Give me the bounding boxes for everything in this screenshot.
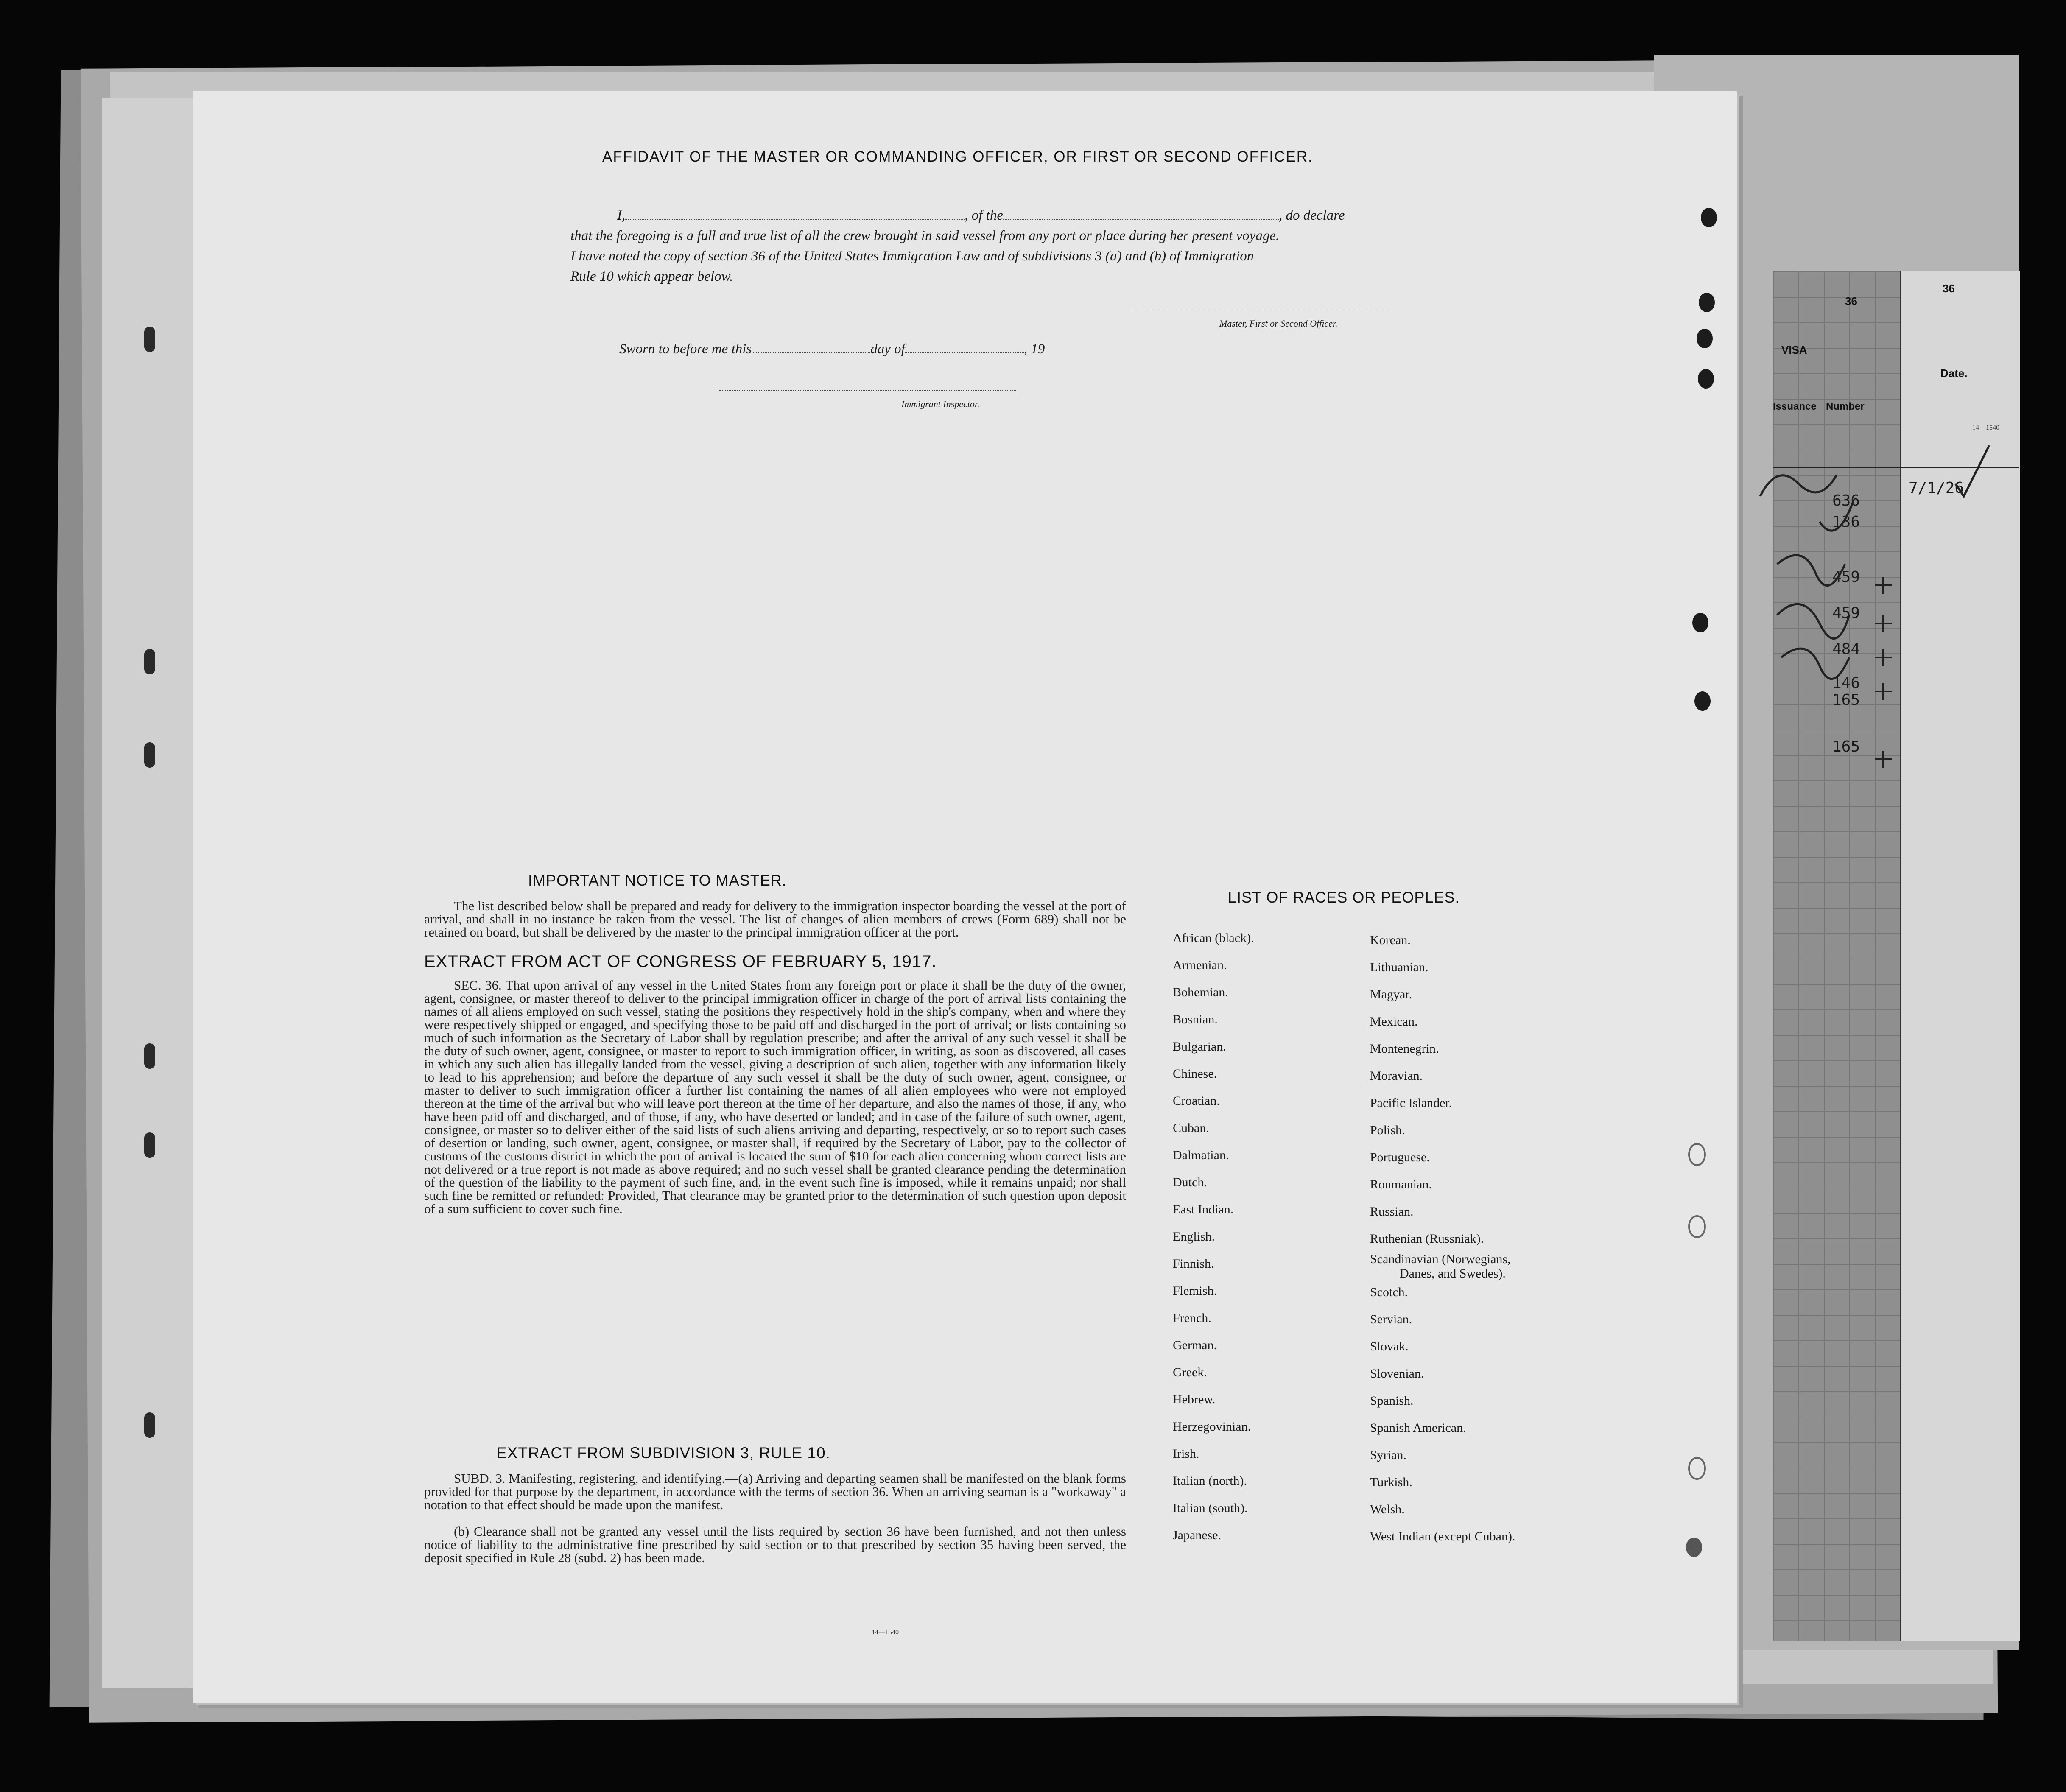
- declaration-declare: , do declare: [1278, 208, 1345, 223]
- race-item: Croatian.: [1173, 1094, 1220, 1108]
- declaration-i: I,: [617, 208, 626, 223]
- act-extract-text: SEC. 36. That upon arrival of any vessel in the United States from any foreign port or place it shall be the duty of the owner, agent, consignee, or master thereof to deliver to the principal immigration officer in charge of the port of arrival lists containing the names of all aliens employed on such vessel, stating the positions they respectively hold in the ship's company, when and where they were respectively shipped or engaged, and specifying those to be paid off and discharged in the port of arrival; or lists containing so much of such information as the Secretary of Labor shall by regulation prescribe; and after the arrival of any such vessel it shall be the duty of such owner, agent, consignee, or master to report to such immigration officer, in writing, as soon as discovered, all cases in which any such alien has illegally landed from the vessel, giving a description of such alien, together with any information likely to lead to his apprehension; and before the departure of any such vessel it shall be the duty of such owner, agent, consignee, or master to deliver to such immigration officer a further list containing the names of all alien employees who were not employed thereon at the time of the arrival but who will leave port thereon at the time of her departure, and also the names of those, if any, who have been paid off and discharged, and of those, if any, who have deserted or landed; and in case of the failure of such owner, agent, consignee, or master so to deliver either of the said lists of such aliens arriving and departing, respectively, or so to report such cases of desertion or landing, such owner, agent, consignee, or master shall, if required by the Secretary of Labor, pay to the collector of customs of the customs district in which the port of arrival is located the sum of $10 for each alien concerning whom correct lists are not delivered or a true report is not made as above required; and no such vessel shall be granted clearance pending the determination of the question of the liability to the payment of such fine, and, in the event such fine is imposed, while it remains unpaid; nor shall such fine be remitted or refunded: Provided, That clearance may be granted prior to the determination of such question upon deposit of a sum sufficient to cover such fine.: [424, 978, 1126, 1216]
- race-item: Scotch.: [1370, 1285, 1408, 1299]
- race-item: Moravian.: [1370, 1069, 1423, 1083]
- punch-hole: [1686, 1538, 1702, 1557]
- punch-hole: [1692, 613, 1708, 632]
- race-item: Irish.: [1173, 1447, 1199, 1461]
- affidavit-title: AFFIDAVIT OF THE MASTER OR COMMANDING OFFICER, OR FIRST OR SECOND OFFICER.: [602, 148, 1313, 165]
- punch-hole: [1701, 208, 1717, 227]
- race-item: Italian (south).: [1173, 1501, 1248, 1515]
- entry-number: 165: [1832, 691, 1860, 709]
- rule-extract-title: EXTRACT FROM SUBDIVISION 3, RULE 10.: [496, 1444, 830, 1462]
- punch-hole: [1699, 293, 1715, 312]
- punch-hole: [144, 1412, 155, 1438]
- race-item: Bohemian.: [1173, 985, 1228, 999]
- race-item: Hebrew.: [1173, 1392, 1216, 1406]
- race-item: Italian (north).: [1173, 1474, 1247, 1488]
- race-item: Montenegrin.: [1370, 1042, 1439, 1056]
- day-blank: [752, 343, 870, 353]
- race-item: Dalmatian.: [1173, 1148, 1229, 1162]
- inspector-label: Immigrant Inspector.: [901, 399, 980, 409]
- punch-hole: [144, 649, 155, 674]
- affidavit-line: that the foregoing is a full and true list of all the crew brought in said vessel from any port or place during her present voyage.: [570, 228, 1280, 243]
- race-item: Greek.: [1173, 1365, 1207, 1379]
- race-item: Japanese.: [1173, 1528, 1222, 1542]
- race-item: Mexican.: [1370, 1015, 1418, 1029]
- notice-text: The list described below shall be prepared and ready for delivery to the immigration inspector boarding the vessel at the port of arrival, and shall in no instance be taken from the vessel. The list of changes of alien members of crews (Form 689) shall not be retained on board, but shall be delivered by the master to the principal immigration officer at the port.: [424, 898, 1126, 939]
- entry-number: 136: [1832, 513, 1860, 531]
- left-binding-strip: [102, 98, 201, 1688]
- race-item: Servian.: [1370, 1312, 1412, 1326]
- entry-number: 459: [1832, 568, 1860, 586]
- date-header: Date.: [1940, 367, 1968, 380]
- month-blank: [905, 343, 1024, 353]
- race-item: Danes, and Swedes).: [1400, 1266, 1506, 1280]
- punch-hole: [144, 742, 155, 768]
- race-item: West Indian (except Cuban).: [1370, 1529, 1515, 1543]
- race-item: Flemish.: [1173, 1284, 1217, 1298]
- column-number: 36: [1943, 282, 1955, 295]
- entry-number: 165: [1832, 738, 1860, 755]
- race-item: Russian.: [1370, 1205, 1414, 1219]
- inspector-signature-line: [719, 390, 1016, 391]
- name-blank: [625, 210, 965, 220]
- punch-hole: [144, 1043, 155, 1069]
- punch-hole: [144, 327, 155, 352]
- race-item: English.: [1173, 1230, 1215, 1244]
- sworn-text: Sworn to before me this: [619, 341, 752, 357]
- punch-hole-outline: [1688, 1215, 1706, 1238]
- rule-extract-text-a: SUBD. 3. Manifesting, registering, and identifying.—(a) Arriving and departing seamen shall be manifested on the blank forms provided for that purpose by the department, in accordance with the terms of section 36. When an arriving seaman is a "workaway" a notation to that effect should be made upon the manifest.: [424, 1471, 1126, 1512]
- affidavit-line: Rule 10 which appear below.: [570, 269, 733, 284]
- day-of-text: day of: [870, 341, 905, 357]
- race-item: Slovenian.: [1370, 1367, 1424, 1381]
- race-item: German.: [1173, 1338, 1217, 1352]
- race-item: Dutch.: [1173, 1175, 1207, 1189]
- race-item: Finnish.: [1173, 1257, 1214, 1271]
- race-item: Syrian.: [1370, 1448, 1406, 1462]
- sworn-line: [619, 341, 1045, 357]
- entry-number: 484: [1832, 640, 1860, 658]
- column-number: 36: [1845, 295, 1857, 308]
- race-item: Korean.: [1370, 933, 1411, 947]
- master-signature-label: Master, First or Second Officer.: [1219, 318, 1338, 329]
- race-item: Herzegovinian.: [1173, 1420, 1251, 1434]
- race-item: Spanish.: [1370, 1394, 1414, 1408]
- race-item: Slovak.: [1370, 1339, 1409, 1353]
- punch-hole-outline: [1688, 1143, 1706, 1166]
- year-text: , 19: [1023, 341, 1045, 357]
- race-item: Bulgarian.: [1173, 1040, 1226, 1054]
- entry-date: 7/1/26: [1909, 479, 1964, 497]
- races-title: LIST OF RACES OR PEOPLES.: [1228, 889, 1460, 906]
- race-item: Magyar.: [1370, 987, 1412, 1001]
- affidavit-declaration-line: [617, 208, 1345, 224]
- race-item: Welsh.: [1370, 1502, 1405, 1516]
- declaration-of: , of the: [965, 208, 1003, 223]
- punch-hole: [144, 1132, 155, 1158]
- side-form-number: 14—1540: [1972, 424, 1999, 431]
- handwritten-checkmarks: [1752, 437, 2006, 776]
- punch-hole: [1697, 329, 1713, 348]
- race-item: French.: [1173, 1311, 1211, 1325]
- entry-number: 146: [1832, 674, 1860, 692]
- punch-hole-outline: [1688, 1457, 1706, 1480]
- race-item: Spanish American.: [1370, 1421, 1466, 1435]
- race-item: Scandinavian (Norwegians,: [1370, 1252, 1511, 1266]
- race-item: Turkish.: [1370, 1475, 1412, 1489]
- race-item: Chinese.: [1173, 1067, 1217, 1081]
- notice-title: IMPORTANT NOTICE TO MASTER.: [528, 872, 787, 889]
- rule-extract-text-b: (b) Clearance shall not be granted any vessel until the lists required by section 36 have been furnished, and not then unless notice of liability to the administrative fine prescribed by said section or to that prescribed by section 35 having been served, the deposit specified in Rule 28 (subd. 2) has been made.: [424, 1524, 1126, 1565]
- race-item: Pacific Islander.: [1370, 1096, 1452, 1110]
- affidavit-line: I have noted the copy of section 36 of the United States Immigration Law and of subdivisions 3 (a) and (b) of Immigration: [570, 249, 1254, 264]
- race-item: Armenian.: [1173, 958, 1227, 972]
- visa-header: VISA: [1781, 344, 1807, 356]
- act-extract-title: EXTRACT FROM ACT OF CONGRESS OF FEBRUARY 5, 1917.: [424, 952, 937, 971]
- race-item: Portuguese.: [1370, 1150, 1430, 1164]
- punch-hole: [1698, 369, 1714, 389]
- number-header: Number: [1826, 401, 1865, 412]
- race-item: Cuban.: [1173, 1121, 1209, 1135]
- race-item: Roumanian.: [1370, 1177, 1432, 1191]
- race-item: Lithuanian.: [1370, 960, 1429, 974]
- entry-number: 459: [1832, 604, 1860, 622]
- punch-hole: [1694, 691, 1711, 711]
- entry-number: 636: [1832, 492, 1860, 509]
- race-item: Polish.: [1370, 1123, 1405, 1137]
- race-item: East Indian.: [1173, 1202, 1234, 1216]
- affidavit-page: [193, 91, 1737, 1703]
- form-number: 14—1540: [872, 1629, 899, 1636]
- race-item: African (black).: [1173, 931, 1254, 945]
- vessel-blank: [1003, 210, 1279, 220]
- race-item: Bosnian.: [1173, 1012, 1218, 1026]
- issuance-header: Issuance: [1773, 401, 1817, 412]
- race-item: Ruthenian (Russniak).: [1370, 1232, 1484, 1246]
